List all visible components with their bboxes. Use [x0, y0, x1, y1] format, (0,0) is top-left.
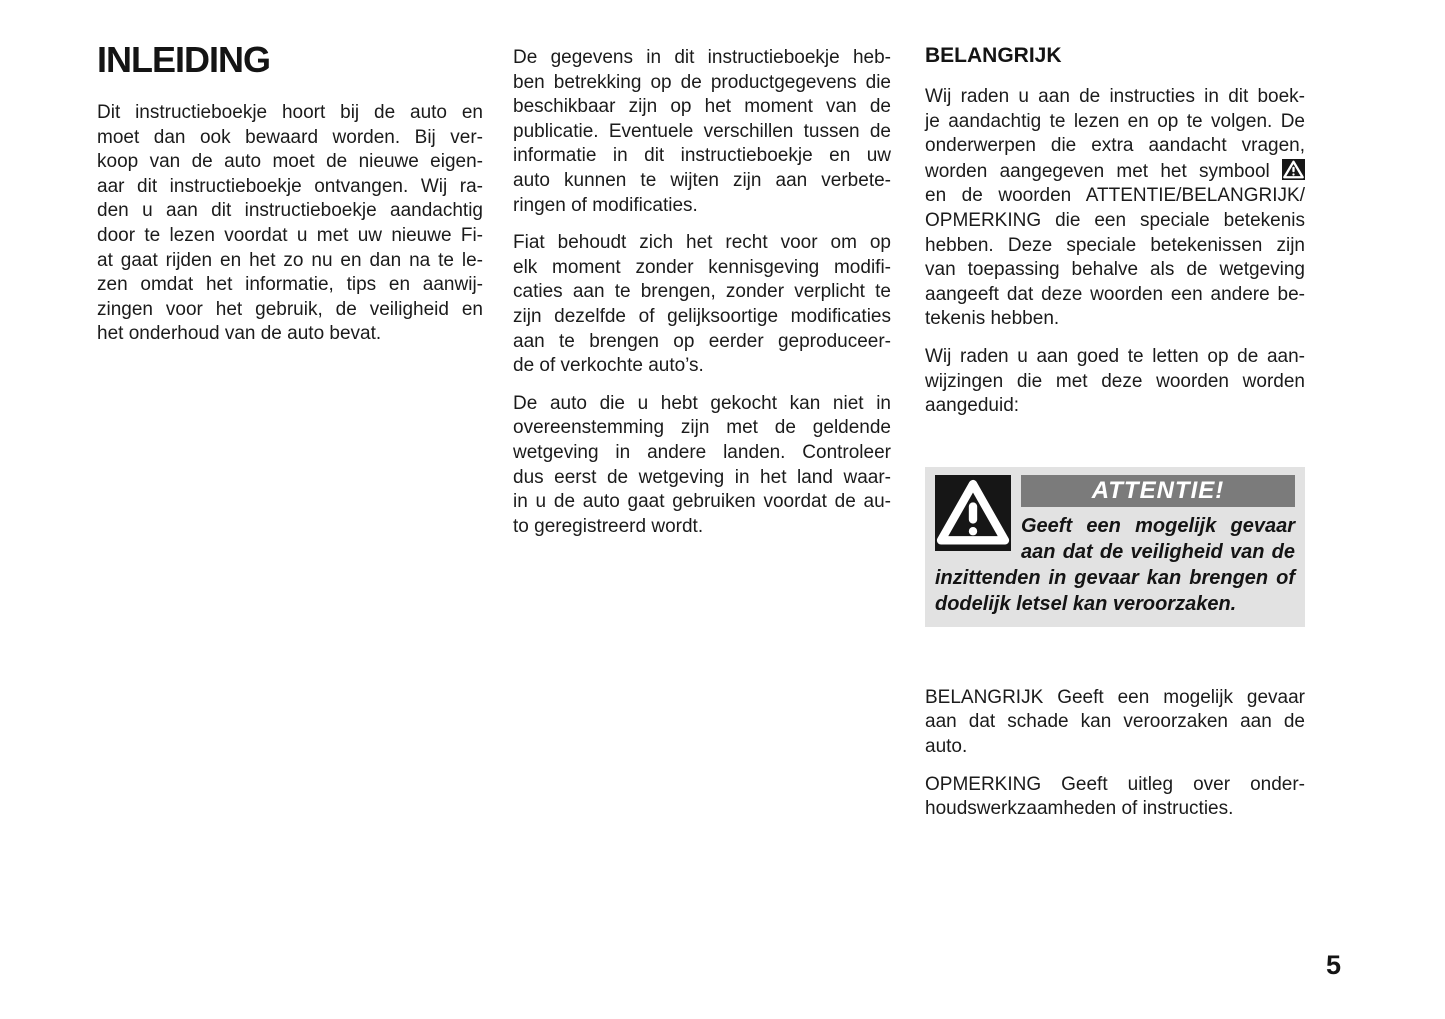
text-line: tekenis hebben.	[925, 308, 1060, 330]
text-line: De gegevens in dit instructieboekje heb-	[513, 47, 891, 68]
text-line: koop van de auto moet de nieuwe eigen-	[97, 151, 483, 173]
text-line: Fiat behoudt zich het recht voor om op	[513, 232, 891, 254]
text-line: publicatie. Eventuele verschillen tussen de	[513, 120, 891, 142]
text-line: aangeduid:	[925, 395, 1020, 417]
important-lines-after-icon	[925, 184, 1305, 332]
text-line: OPMERKING Geeft uitleg over onder-	[925, 773, 1305, 795]
text-line: in u de auto gaat gebruiken voordat de au-	[513, 491, 891, 513]
page-number: 5	[1326, 950, 1342, 980]
right-column	[925, 44, 1305, 835]
text-line: houdswerkzaamheden of instructies.	[925, 798, 1234, 820]
symbol-line-text: worden aangegeven met het symbool	[925, 160, 1270, 182]
symbol-line	[925, 159, 1305, 185]
text-line: zijn dezelfde of gelijksoortige modificaties	[513, 305, 891, 327]
belangrijk-definition-lines	[925, 686, 1305, 760]
section-title-belangrijk: BELANGRIJK	[925, 44, 1062, 67]
advice-lines	[925, 345, 1305, 419]
legislation-paragraph	[513, 392, 891, 540]
text-line: en de woorden ATTENTIE/BELANGRIJK/	[925, 185, 1305, 207]
text-line: elk moment zonder kennisgeving modifi-	[513, 256, 891, 278]
text-line: ben betrekking op de productgegevens die	[513, 71, 891, 93]
intro-paragraph-lines	[97, 101, 483, 347]
intro-paragraph	[97, 101, 483, 347]
text-line: De auto die u hebt gekocht kan niet in	[513, 392, 891, 414]
attention-box	[925, 467, 1305, 627]
text-line: zen omdat het informatie, tips en aanwij-	[97, 274, 483, 296]
text-line: inzittenden in gevaar kan brengen of	[935, 566, 1295, 589]
text-line: den u aan dit instructieboekje aandachtig	[97, 200, 483, 222]
text-line: door te lezen voordat u met uw nieuwe Fi-	[97, 224, 483, 246]
opmerking-definition-paragraph	[925, 773, 1305, 822]
advice-paragraph	[925, 345, 1305, 419]
text-line: overeenstemming zijn met de geldende	[513, 417, 891, 439]
text-line: hebben. Deze speciale betekenissen zijn	[925, 234, 1305, 256]
attention-title: ATTENTIE!	[1091, 476, 1225, 504]
text-line: aangeeft dat deze woorden een andere be-	[925, 283, 1305, 305]
text-line: ringen of modificaties.	[513, 194, 698, 216]
text-line: aar dit instructieboekje ontvangen. Wij ra-	[97, 175, 483, 197]
modifications-paragraph	[513, 231, 891, 379]
text-line: OPMERKING die een speciale betekenis	[925, 209, 1305, 231]
middle-column	[513, 46, 891, 552]
legislation-lines	[513, 392, 891, 540]
text-line: Wij raden u aan de instructies in dit boek-	[925, 86, 1305, 107]
text-line: at gaat rijden en het zo nu en dan na te le-	[97, 249, 483, 271]
text-line: auto.	[925, 735, 968, 757]
text-line: onderwerpen die extra aandacht vragen,	[925, 135, 1305, 157]
text-line: aan te brengen op eerder geproduceer-	[513, 330, 891, 352]
text-line: van toepassing behalve als de wetgeving	[925, 259, 1305, 281]
text-line: moet dan ook bewaard worden. Bij ver-	[97, 126, 483, 148]
text-line: dodelijk letsel kan veroorzaken.	[935, 592, 1237, 615]
text-line: auto kunnen te wijten zijn aan verbete-	[513, 169, 891, 191]
text-line: BELANGRIJK Geeft een mogelijk gevaar	[925, 686, 1305, 708]
text-line: aan dat schade kan veroorzaken aan de	[925, 711, 1305, 733]
text-line: informatie in dit instructieboekje en uw	[513, 145, 891, 167]
warning-symbol-icon	[1282, 159, 1305, 180]
important-lines-before-icon	[925, 85, 1305, 159]
text-line: het onderhoud van de auto bevat.	[97, 323, 382, 345]
warning-triangle-icon	[935, 475, 1011, 551]
text-line: Dit instructieboekje hoort bij de auto en	[97, 102, 483, 123]
opmerking-definition-lines	[925, 773, 1305, 822]
modifications-lines	[513, 231, 891, 379]
text-line: je aandachtig te lezen en op te volgen. De	[925, 110, 1305, 132]
text-line: wijzingen die met deze woorden worden	[925, 370, 1305, 392]
page-title: INLEIDING	[97, 39, 271, 80]
text-line: aan dat de veiligheid van de	[1021, 540, 1295, 563]
text-line: Geeft een mogelijk gevaar	[1021, 514, 1295, 537]
data-validity-lines	[513, 46, 891, 218]
text-line: beschikbaar zijn op het moment van de	[513, 96, 891, 118]
text-line: dus eerst de wetgeving in het land waar-	[513, 466, 891, 488]
text-line: caties aan te brengen, zonder verplicht te	[513, 281, 891, 303]
text-line: to geregistreerd wordt.	[513, 515, 704, 537]
text-line: wetgeving in andere landen. Controleer	[513, 441, 891, 463]
left-column	[97, 40, 483, 360]
text-line: zingen voor het gebruik, de veiligheid en	[97, 298, 483, 320]
data-validity-paragraph	[513, 46, 891, 218]
attention-title-bar	[1021, 475, 1295, 507]
text-line: de of verkochte auto’s.	[513, 355, 704, 377]
belangrijk-definition-paragraph	[925, 686, 1305, 760]
important-paragraph	[925, 85, 1305, 332]
text-line: Wij raden u aan goed te letten op de aan-	[925, 345, 1305, 367]
